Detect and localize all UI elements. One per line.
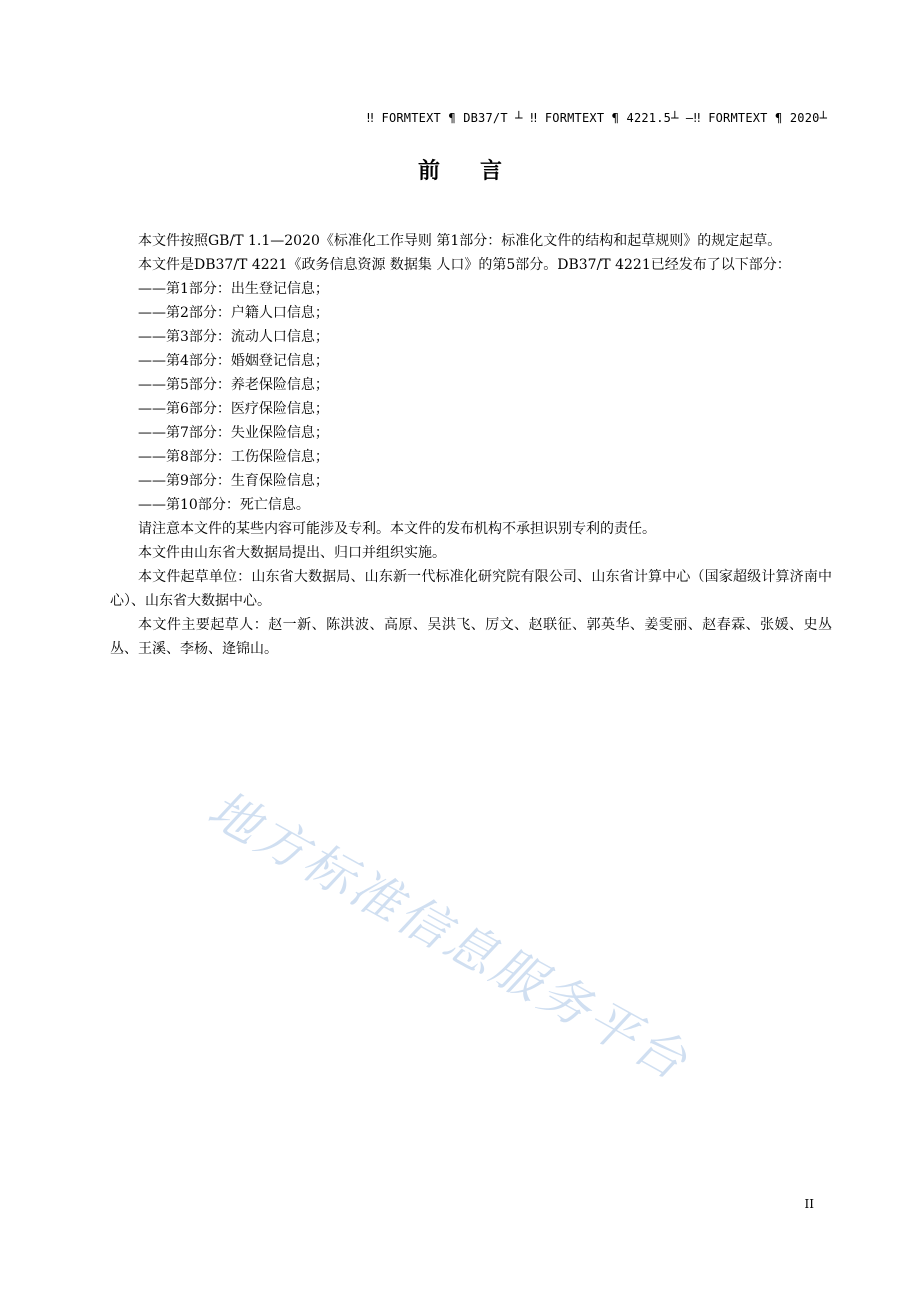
- watermark: 地方标准信息服务平台: [198, 779, 699, 1093]
- list-item-part-9: ——第9部分：生育保险信息；: [138, 473, 329, 489]
- list-item-part-10: ——第10部分：死亡信息。: [138, 497, 310, 513]
- paragraph-patent-notice: 请注意本文件的某些内容可能涉及专利。本文件的发布机构不承担识别专利的责任。: [138, 521, 656, 537]
- paragraph-drafting-units: 本文件起草单位：山东省大数据局、山东新一代标准化研究院有限公司、山东省计算中心（国家超级计算济南中心）、山东省大数据中心。: [110, 569, 832, 609]
- page-number: II: [804, 1197, 814, 1211]
- paragraph-proposer: 本文件由山东省大数据局提出、归口并组织实施。: [138, 545, 446, 561]
- list-item-part-6: ——第6部分：医疗保险信息；: [138, 401, 329, 417]
- page-title: 前言: [417, 159, 542, 184]
- list-item-part-3: ——第3部分：流动人口信息；: [138, 329, 329, 345]
- paragraph-series-parts: 本文件是DB37/T 4221《政务信息资源 数据集 人口》的第5部分。DB37/T 4221已经发布了以下部分：: [138, 257, 791, 273]
- paragraph-drafters: 本文件主要起草人：赵一新、陈洪波、高原、吴洪飞、厉文、赵联征、郭英华、姜雯丽、赵春霖、张媛、史丛丛、王溪、李杨、逄锦山。: [110, 617, 832, 657]
- paragraph-drafting-rules: 本文件按照GB/T 1.1—2020《标准化工作导则 第1部分：标准化文件的结构和起草规则》的规定起草。: [138, 233, 782, 249]
- list-item-part-5: ——第5部分：养老保险信息；: [138, 377, 329, 393]
- list-item-part-2: ——第2部分：户籍人口信息；: [138, 305, 329, 321]
- list-item-part-8: ——第8部分：工伤保险信息；: [138, 449, 329, 465]
- foreword-body: [110, 229, 832, 661]
- document-code-header: ‼ FORMTEXT ¶ DB37/T ┴ ‼ FORMTEXT ¶ 4221.5┴ —‼ FORMTEXT ¶ 2020┴: [366, 111, 827, 125]
- list-item-part-1: ——第1部分：出生登记信息；: [138, 281, 329, 297]
- list-item-part-7: ——第7部分：失业保险信息；: [138, 425, 329, 441]
- list-item-part-4: ——第4部分：婚姻登记信息；: [138, 353, 329, 369]
